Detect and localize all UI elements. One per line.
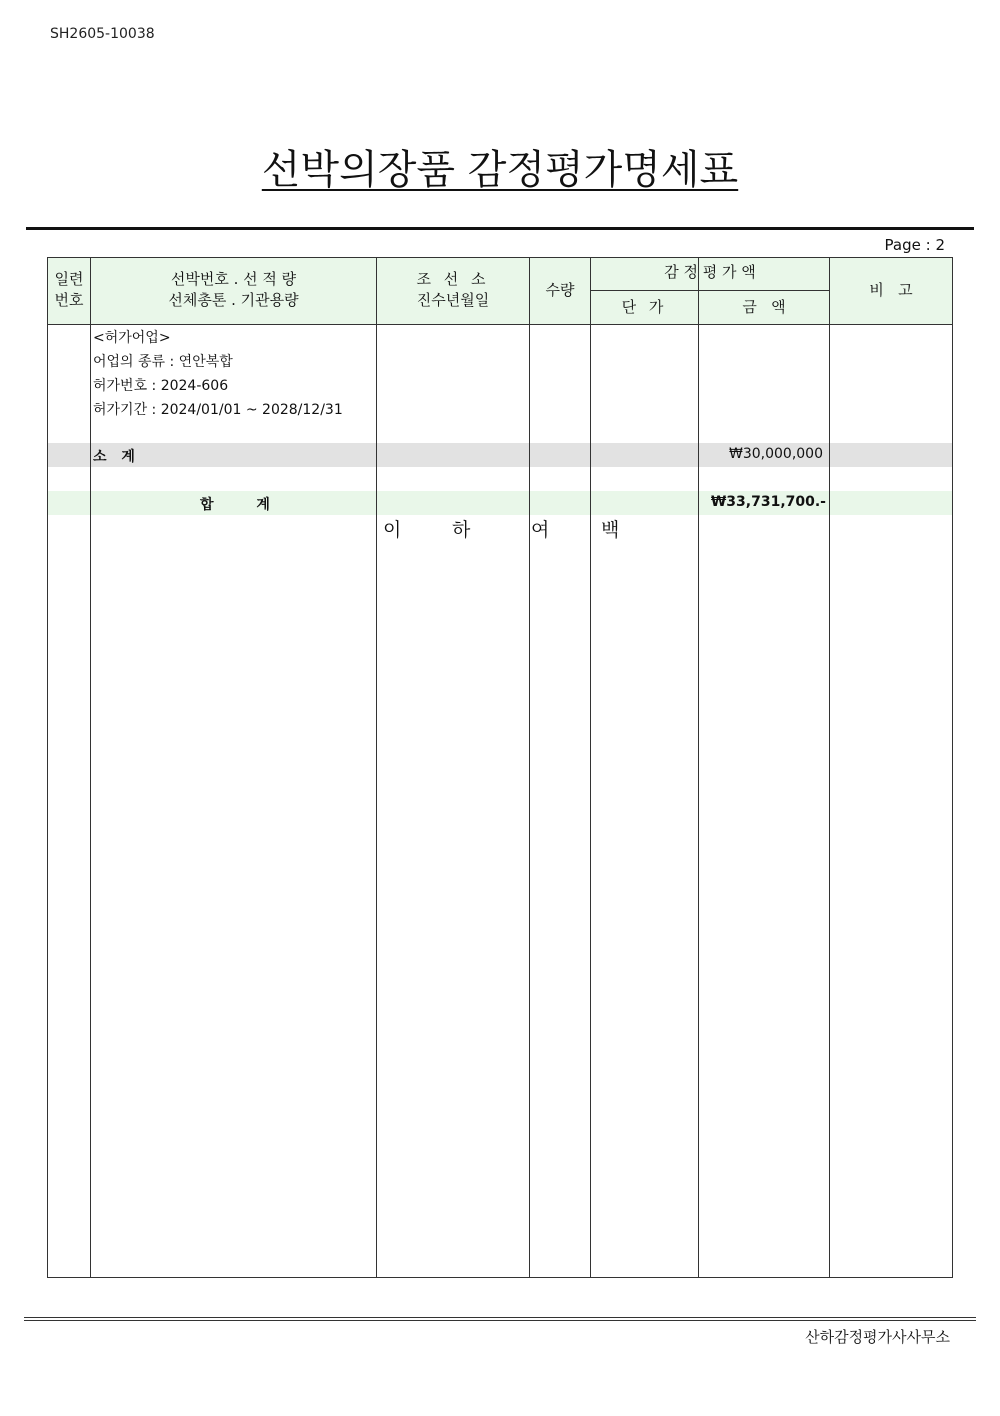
document-id: SH2605-10038 — [50, 26, 155, 42]
header-quantity: 수량 — [545, 281, 575, 299]
column-divider — [698, 257, 699, 1278]
header-shipyard-line2: 진수년월일 — [416, 291, 490, 309]
office-name: 산하감정평가사사무소 — [805, 1328, 950, 1346]
header-shipyard — [377, 269, 529, 311]
entry-heading: <허가어업> — [93, 330, 171, 346]
page-title-text: 선박의장품 감정평가명세표 — [261, 147, 739, 193]
header-serial — [48, 269, 90, 311]
subtotal-label: 소 계 — [93, 449, 140, 465]
header-shipyard-line1: 조 선 소 — [416, 270, 490, 288]
end-mark: 하 — [452, 519, 471, 541]
entry-fishery-type: 어업의 종류 : 연안복합 — [93, 354, 233, 370]
column-divider — [529, 257, 530, 1278]
entry-license-number: 허가번호 : 2024-606 — [93, 378, 229, 394]
column-divider — [829, 257, 830, 1278]
end-mark: 이 — [383, 519, 402, 541]
header-bottom-line — [47, 324, 953, 325]
header-unit-price: 단 가 — [621, 298, 668, 316]
column-divider — [376, 257, 377, 1278]
page-title — [0, 138, 1000, 195]
total-label: 합 계 — [200, 497, 270, 513]
header-vessel — [91, 269, 376, 311]
footer-divider — [24, 1320, 976, 1321]
end-mark: 백 — [601, 519, 620, 541]
footer-divider — [24, 1317, 976, 1318]
total-amount: ₩33,731,700.- — [710, 494, 826, 510]
column-divider — [590, 257, 591, 1278]
header-amount: 금 액 — [742, 298, 786, 316]
header-vessel-line2: 선체총톤 . 기관용량 — [168, 291, 299, 309]
header-appraisal: 감 정 평 가 액 — [664, 263, 756, 281]
page-number: Page : 2 — [884, 236, 945, 254]
subtotal-amount: ₩30,000,000 — [728, 446, 823, 462]
header-subdivider — [590, 290, 829, 291]
header-serial-line2: 번호 — [54, 291, 84, 309]
header-serial-line1: 일련 — [54, 270, 84, 288]
header-remarks: 비 고 — [869, 281, 913, 299]
entry-license-period: 허가기간 : 2024/01/01 ~ 2028/12/31 — [93, 402, 343, 418]
end-mark: 여 — [531, 519, 550, 541]
column-divider — [90, 257, 91, 1278]
top-divider — [26, 227, 974, 230]
header-vessel-line1: 선박번호 . 선 적 량 — [170, 270, 297, 288]
